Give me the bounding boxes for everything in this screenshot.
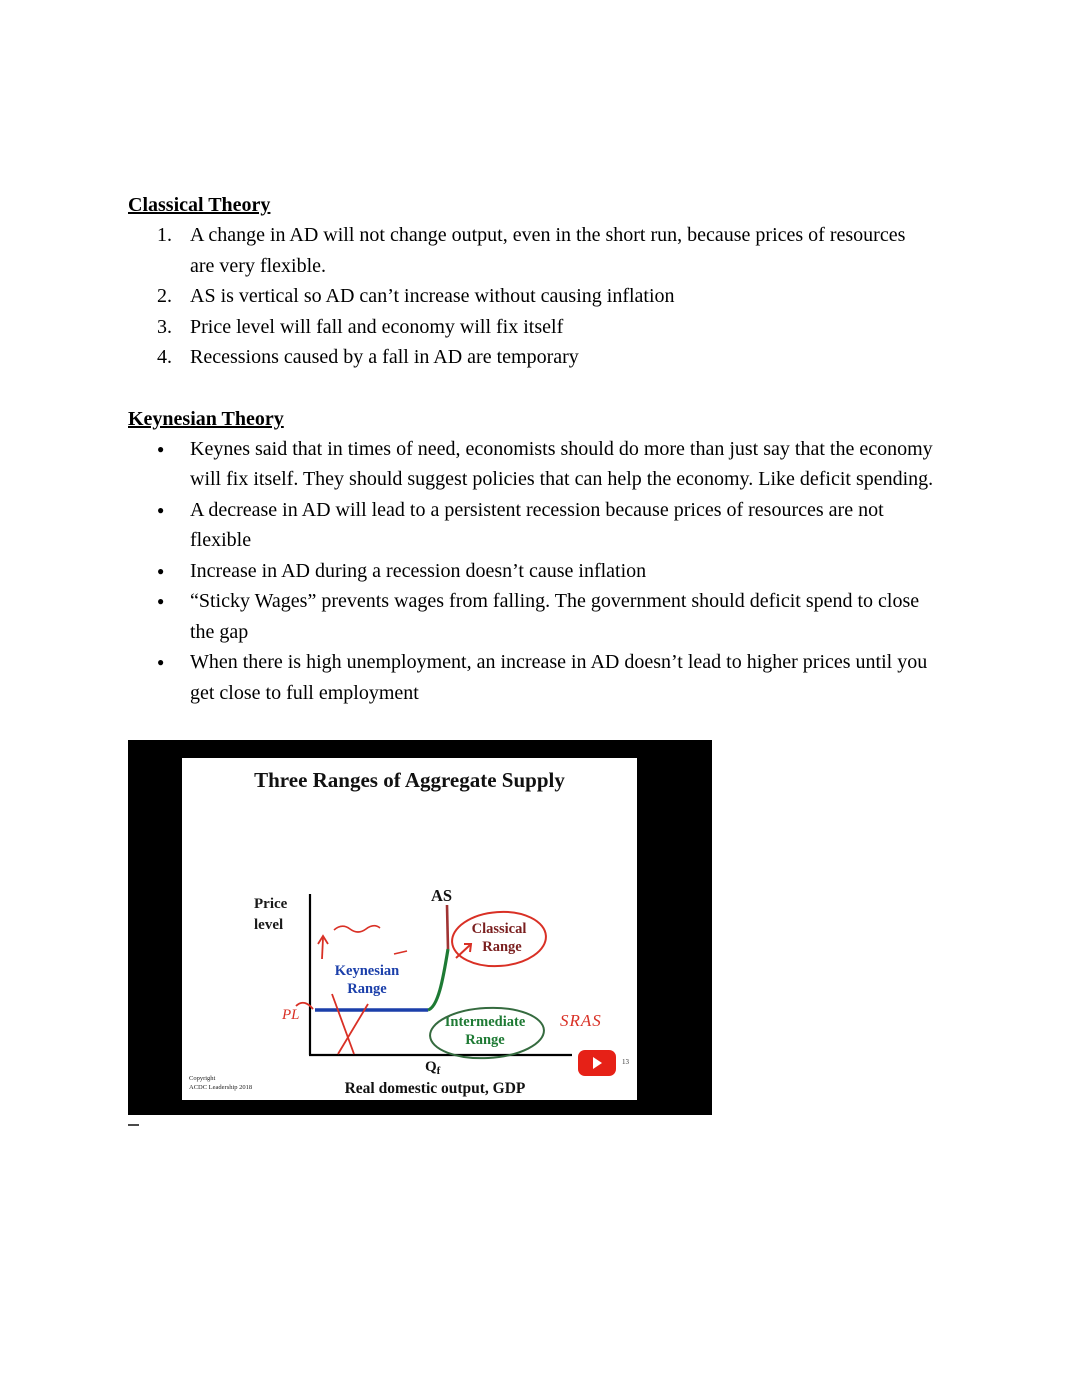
copyright-text: Copyright ACDC Leadership 2018 (189, 1075, 253, 1091)
list-item-text: ● When there is high unemployment, an increase in AD doesn’t lead to higher prices until you get close to full employment (190, 651, 928, 704)
list-item-text: ● “Sticky Wages” prevents wages from falling. The government should deficit spend to close the gap (190, 590, 920, 643)
intermediate-range-label: Intermediate (444, 1014, 526, 1030)
classical-range-label: Range (482, 939, 522, 955)
list-item (157, 647, 934, 708)
embedded-slide-image[interactable] (128, 740, 712, 1115)
qf-label: $Q_f$ (425, 1059, 441, 1077)
list-item-text: AS is vertical so AD can’t increase without causing inflation (190, 285, 675, 307)
list-item-text: A change in AD will not change output, even in the short run, because prices of resources are very flexible. (190, 224, 906, 277)
list-item-text: ● Keynes said that in times of need, economists should do more than just say that the economy will fix itself. They should suggest policies that can help the economy. Like deficit spending. (190, 437, 934, 490)
dash-annotation (394, 951, 407, 954)
list-item (157, 220, 934, 281)
list-item (157, 556, 934, 587)
slide-page-number: 13 (622, 1058, 629, 1066)
play-button-icon (578, 1050, 616, 1076)
list-item (157, 312, 934, 343)
pl-handwritten-label: PL (282, 1007, 300, 1023)
list-item (157, 495, 934, 556)
sras-handwritten-label: SRAS (560, 1011, 602, 1030)
keynesian-range-label: Range (347, 981, 387, 997)
list-item (157, 281, 934, 312)
slide-title: Three Ranges of Aggregate Supply (254, 768, 565, 792)
classical-range-label: Classical (471, 921, 527, 937)
keynesian-theory-heading: Keynesian Theory (128, 407, 284, 430)
red-arrow-annotation (456, 945, 470, 958)
y-axis-label: Price (254, 896, 288, 912)
squiggle-annotation (334, 926, 380, 932)
list-item (157, 586, 934, 647)
x-axis-label: Real domestic output, GDP (344, 1080, 526, 1097)
list-item-text: ● A decrease in AD will lead to a persistent recession because prices of resources are not flexible (190, 498, 884, 551)
document-body (128, 190, 934, 1126)
list-item (157, 342, 934, 373)
up-arrow-annotation (322, 938, 323, 959)
aggregate-supply-graph (182, 808, 637, 1100)
keynesian-bullet-list (157, 434, 934, 709)
intermediate-range-label: Range (465, 1032, 505, 1048)
play-triangle-icon (593, 1057, 602, 1069)
list-item-text: Recessions caused by a fall in AD are temporary (190, 346, 579, 368)
keynesian-range-label: Keynesian (334, 963, 400, 979)
intermediate-segment (428, 949, 448, 1010)
classical-segment (447, 905, 448, 949)
as-curve-label: AS (431, 886, 453, 905)
list-item (157, 434, 934, 495)
list-item-text: Price level will fall and economy will fix itself (190, 315, 564, 338)
classical-numbered-list (157, 220, 934, 373)
slide-canvas (182, 758, 637, 1100)
classical-theory-heading: Classical Theory (128, 194, 271, 216)
y-axis-label: level (254, 917, 284, 933)
stray-dash-mark (128, 1124, 139, 1126)
list-item-text: ● Increase in AD during a recession doesn’t cause inflation (190, 559, 647, 582)
